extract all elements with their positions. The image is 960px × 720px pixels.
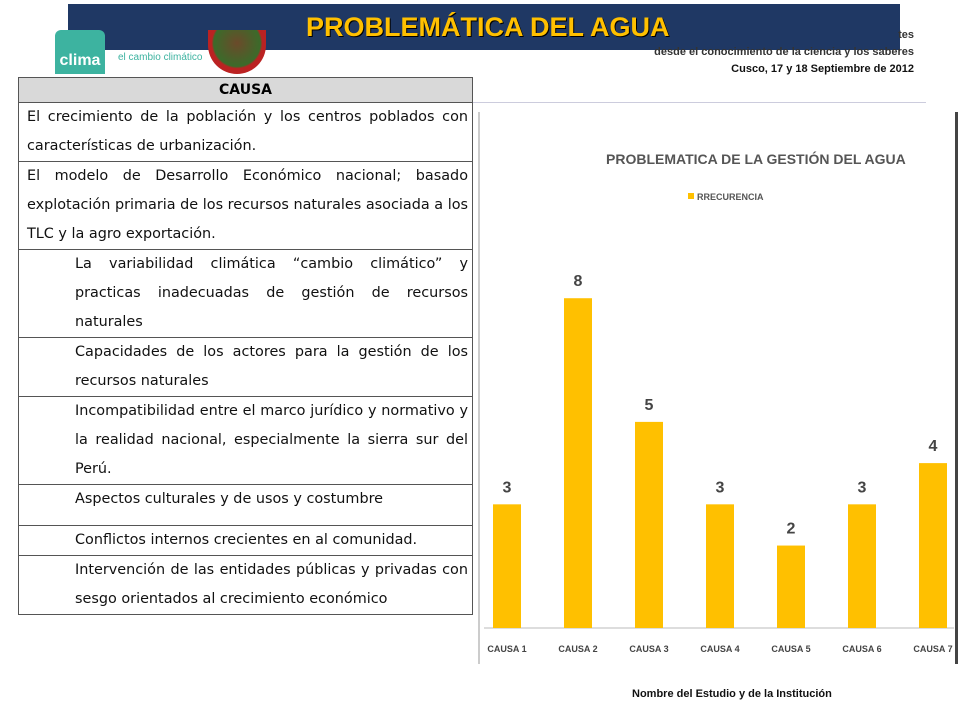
x-tick-label: CAUSA 2 (558, 644, 598, 654)
event-date: Cusco, 17 y 18 Septiembre de 2012 (731, 63, 914, 75)
x-tick-label: CAUSA 3 (629, 644, 669, 654)
x-tick-label: CAUSA 6 (842, 644, 882, 654)
data-label: 3 (715, 479, 725, 497)
event-line-1: tes (898, 29, 914, 41)
causes-table (18, 77, 473, 615)
bar-causa-2 (564, 298, 592, 628)
page-title: PROBLEMÁTICA DEL AGUA (306, 11, 670, 42)
data-label: 3 (502, 479, 512, 497)
x-tick-label: CAUSA 5 (771, 644, 811, 654)
data-label: 4 (928, 438, 938, 456)
data-label: 5 (644, 396, 654, 414)
data-label: 8 (573, 273, 583, 291)
x-tick-label: CAUSA 7 (913, 644, 953, 654)
x-tick-label: CAUSA 1 (487, 644, 527, 654)
cause-cell: Intervención de las entidades públicas y privadas con sesgo orientados al crecimiento económico (19, 556, 473, 615)
bar-causa-4 (706, 504, 734, 628)
chart-title: PROBLEMATICA DE LA GESTIÓN DEL AGUA (606, 151, 906, 167)
cause-cell: La variabilidad climática “cambio climático” y practicas inadecuadas de gestión de recursos naturales (19, 250, 473, 338)
legend-label: RRECURENCIA (697, 192, 764, 202)
header-divider (470, 102, 926, 103)
bar-causa-5 (777, 546, 805, 628)
clima-logo (55, 30, 105, 74)
cause-cell: Capacidades de los actores para la gestión de los recursos naturales (19, 338, 473, 397)
logo-subtitle: el cambio climático (118, 52, 203, 63)
x-tick-label: CAUSA 4 (700, 644, 740, 654)
bar-causa-7 (919, 463, 947, 628)
table-row (19, 162, 473, 250)
cause-cell: Conflictos internos crecientes en al comunidad. (19, 526, 473, 556)
institution-seal-icon (208, 30, 266, 74)
data-label: 3 (857, 479, 867, 497)
event-line-2: desde el conocimiento de la ciencia y los saberes (654, 46, 914, 58)
bar-causa-6 (848, 504, 876, 628)
cause-cell: El crecimiento de la población y los centros poblados con características de urbanización. (19, 103, 473, 162)
bars-group (487, 273, 952, 654)
table-row (19, 526, 473, 556)
table-row (19, 250, 473, 338)
table-header-row (19, 78, 473, 103)
table-row (19, 556, 473, 615)
cause-cell: El modelo de Desarrollo Económico nacional; basado explotación primaria de los recursos naturales asociada a los TLC y la agro exportación. (19, 162, 473, 250)
legend-swatch (688, 193, 694, 199)
cause-cell: Aspectos culturales y de usos y costumbre (19, 485, 473, 526)
table-row (19, 397, 473, 485)
logo-text: clima (59, 52, 101, 69)
cause-cell: Incompatibilidad entre el marco jurídico y normativo y la realidad nacional, especialmente la sierra sur del Perú. (19, 397, 473, 485)
bar-causa-3 (635, 422, 663, 628)
table-header-causa: CAUSA (19, 78, 473, 103)
footer-text: Nombre del Estudio y de la Institución (632, 688, 832, 700)
data-label: 2 (786, 520, 796, 538)
table-row (19, 485, 473, 526)
event-info (654, 27, 914, 78)
recurrence-bar-chart (478, 112, 960, 664)
bar-causa-1 (493, 504, 521, 628)
table-row (19, 338, 473, 397)
table-row (19, 103, 473, 162)
